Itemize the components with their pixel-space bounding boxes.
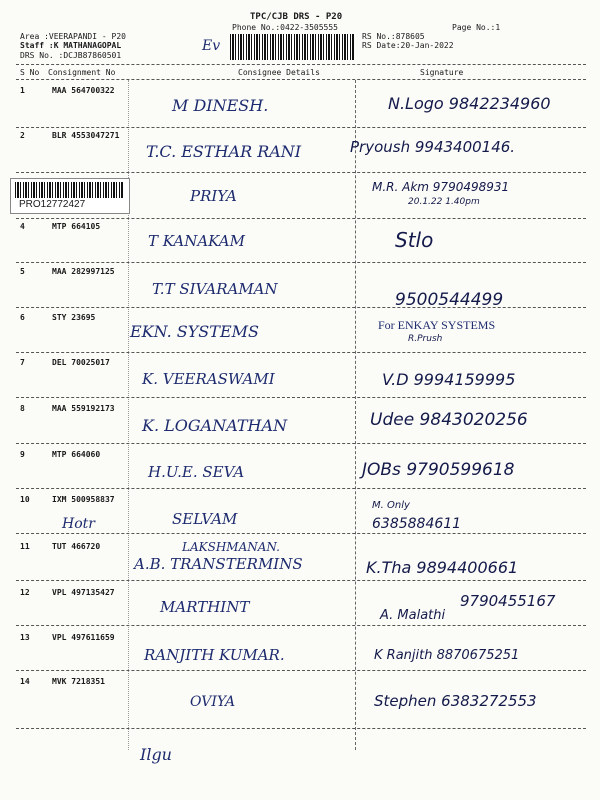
- row-sno: 4: [20, 222, 25, 231]
- rs-date: RS Date:20-Jan-2022: [362, 41, 454, 50]
- row-signature-date: 20.1.22 1.40pm: [408, 197, 480, 207]
- drs-barcode: [230, 34, 354, 60]
- row-consignment: VPL 497135427: [52, 588, 115, 597]
- rs-number: RS No.:878605: [362, 32, 425, 41]
- row-consignment: MAA 282997125: [52, 267, 115, 276]
- sticker-barcode: [15, 182, 123, 198]
- row-separator: [16, 352, 586, 353]
- row-consignee-company: A.B. TRANSTERMINS: [134, 555, 303, 573]
- row-separator: [16, 580, 586, 581]
- header-scribble: Ev: [202, 38, 221, 54]
- staff-label: Staff :K MATHANAGOPAL: [20, 41, 122, 50]
- row-consignee: K. VEERASWAMI: [142, 370, 275, 388]
- row-consignee: M DINESH.: [172, 96, 269, 115]
- row-separator: [16, 443, 586, 444]
- row-sno: 1: [20, 86, 25, 95]
- row-consignment: TUT 466720: [52, 542, 101, 551]
- row-consignment: MTP 664060: [52, 450, 101, 459]
- row-sno: 13: [20, 633, 30, 642]
- row-sno: 12: [20, 588, 30, 597]
- row-consignment: MAA 559192173: [52, 404, 115, 413]
- row-sno: 14: [20, 677, 30, 686]
- footer-note: Ilgu: [140, 745, 172, 764]
- row-signature: JOBs 9790599618: [362, 460, 515, 480]
- row-note: Hotr: [62, 516, 95, 532]
- sticker-code: PRO12772427: [19, 199, 86, 210]
- row-signature: A. Malathi: [380, 608, 446, 623]
- row-signature: M.R. Akm 9790498931: [372, 180, 510, 194]
- row-separator: [16, 488, 586, 489]
- row-consignee: T KANAKAM: [148, 232, 245, 250]
- row-sno: 2: [20, 131, 25, 140]
- row-consignee: SELVAM: [172, 510, 238, 528]
- row-separator: [16, 127, 586, 128]
- row-signature: K.Tha 9894400661: [366, 558, 519, 577]
- col-consignment: Consignment No: [48, 68, 116, 77]
- row-sno: 7: [20, 358, 25, 367]
- row-consignee: T.T SIVARAMAN: [152, 280, 278, 298]
- col-consignee: Consignee Details: [238, 68, 320, 77]
- row-consignee: RANJITH KUMAR.: [144, 646, 285, 664]
- row-consignee: T.C. ESTHAR RANI: [146, 142, 302, 161]
- row-consignment: BLR 4553047271: [52, 131, 120, 140]
- row-sno: 9: [20, 450, 25, 459]
- row-separator: [16, 397, 586, 398]
- row-consignee: PRIYA: [190, 187, 237, 205]
- row-separator: [16, 172, 586, 173]
- col-signature: Signature: [420, 68, 464, 77]
- row-sno: 6: [20, 313, 25, 322]
- row-signature: V.D 9994159995: [382, 370, 516, 389]
- row-consignment: VPL 497611659: [52, 633, 115, 642]
- header-top-rule: [16, 64, 586, 65]
- row-separator: [16, 262, 586, 263]
- row-separator: [16, 625, 586, 626]
- row-consignee: K. LOGANATHAN: [142, 416, 288, 435]
- row-consignment: DEL 70025017: [52, 358, 110, 367]
- row-sno: 11: [20, 542, 30, 551]
- row-signature: R.Prush: [408, 334, 443, 344]
- row-separator: [16, 218, 586, 219]
- parcel-sticker: [10, 178, 130, 214]
- row-signature: Stephen 6383272553: [374, 692, 537, 710]
- row-consignee: MARTHINT: [160, 598, 250, 616]
- drs-number: DRS No. :DCJB87860501: [20, 51, 122, 60]
- row-separator: [16, 728, 586, 729]
- row-sno: 5: [20, 267, 25, 276]
- col-sno: S No: [20, 68, 40, 77]
- row-consignment: MTP 664105: [52, 222, 101, 231]
- page-number: Page No.:1: [452, 23, 501, 32]
- row-signature-phone: 9790455167: [460, 592, 556, 610]
- row-consignee: OVIYA: [190, 694, 236, 710]
- row-signature: 9500544499: [395, 290, 504, 310]
- signature-divider: [355, 80, 356, 750]
- row-signature: Udee 9843020256: [370, 410, 528, 430]
- row-signature: N.Logo 9842234960: [388, 94, 551, 113]
- row-separator: [16, 670, 586, 671]
- row-signature: Pryoush 9943400146.: [350, 138, 516, 156]
- row-consignment: MAA 564700322: [52, 86, 115, 95]
- row-signature: M. Only: [372, 500, 410, 511]
- row-consignee: EKN. SYSTEMS: [130, 322, 259, 341]
- row-consignment: STY 23695: [52, 313, 96, 322]
- row-sno: 8: [20, 404, 25, 413]
- row-sno: 10: [20, 495, 30, 504]
- row-signature-stamp: For ENKAY SYSTEMS: [378, 318, 496, 332]
- row-consignment: MVK 7218351: [52, 677, 105, 686]
- row-signature: K Ranjith 8870675251: [374, 648, 520, 663]
- row-signature: Stlo: [395, 228, 434, 252]
- drs-title: TPC/CJB DRS - P20: [250, 12, 343, 22]
- row-consignee: H.U.E. SEVA: [148, 463, 245, 481]
- row-signature-phone: 6385884611: [372, 516, 462, 532]
- area-label: Area :VEERAPANDI - P20: [20, 32, 126, 41]
- phone-number: Phone No.:0422-3505555: [232, 23, 338, 32]
- row-separator: [16, 533, 586, 534]
- header-bottom-rule: [16, 79, 586, 80]
- row-consignment: IXM 500958837: [52, 495, 115, 504]
- row-consignee: LAKSHMANAN.: [182, 540, 280, 554]
